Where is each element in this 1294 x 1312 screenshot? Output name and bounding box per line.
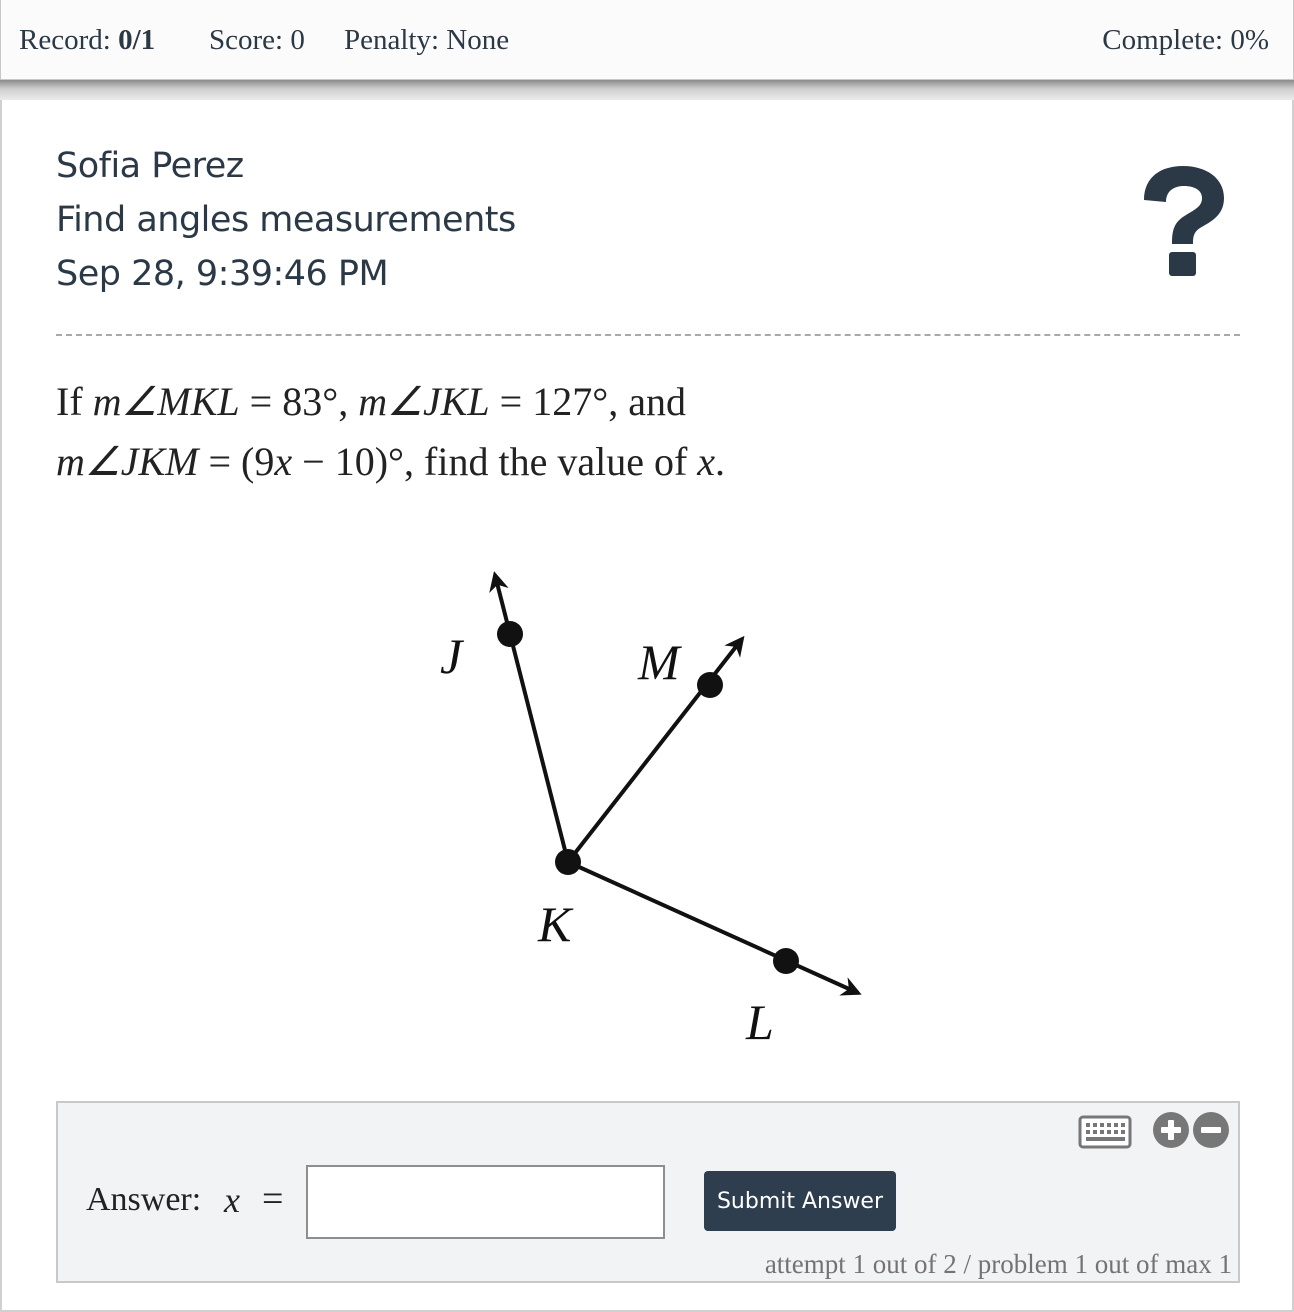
label-j: J: [440, 628, 463, 684]
penalty-status: Penalty: None: [344, 24, 510, 56]
complete-status: Complete: 0%: [1102, 24, 1269, 56]
label-l: L: [746, 994, 774, 1050]
problem-text: − 10)°, find the value of: [292, 439, 698, 484]
math-expression: x: [697, 439, 716, 484]
assignment-title: Find angles measurements: [56, 200, 516, 240]
angle-diagram: [400, 545, 920, 1065]
header-divider: [56, 334, 1240, 336]
problem-text: = (9: [198, 439, 275, 484]
label-m: M: [638, 634, 680, 690]
label-k: K: [538, 896, 572, 952]
answer-label: Answer:: [86, 1181, 202, 1218]
timestamp: Sep 28, 9:39:46 PM: [56, 254, 389, 294]
ray-kj: [495, 575, 568, 862]
score-status: Score: 0: [209, 24, 305, 56]
point-m: [697, 672, 723, 698]
math-expression: m∠JKL: [358, 379, 490, 424]
record-value: 0/1: [118, 24, 156, 56]
submit-answer-button[interactable]: Submit Answer: [704, 1171, 896, 1231]
problem-text: = 127°, and: [489, 379, 686, 424]
minus-circle-icon[interactable]: [1192, 1111, 1230, 1149]
problem-text: .: [715, 439, 726, 484]
status-bar-shadow: [0, 80, 1294, 100]
attempt-info: attempt 1 out of 2 / problem 1 out of max 1: [764, 1249, 1232, 1279]
answer-equals: =: [262, 1178, 284, 1220]
problem-line-1: [56, 378, 686, 425]
answer-variable: x: [224, 1180, 240, 1220]
math-expression: x: [274, 439, 293, 484]
point-j: [497, 621, 523, 647]
record-status: [19, 24, 155, 57]
problem-text: = 83°,: [239, 379, 359, 424]
point-l: [773, 948, 799, 974]
status-bar: [0, 0, 1294, 80]
ray-kl: [568, 862, 858, 993]
math-expression: m∠MKL: [92, 379, 240, 424]
answer-panel: [56, 1101, 1240, 1283]
math-expression: m∠JKM: [56, 439, 199, 484]
problem-text: If: [56, 379, 93, 424]
problem-line-2: [56, 438, 725, 485]
record-label: Record:: [19, 24, 111, 56]
student-name: Sofia Perez: [56, 146, 244, 186]
answer-input[interactable]: [306, 1165, 665, 1239]
keyboard-icon[interactable]: [1078, 1115, 1132, 1149]
point-k: [555, 849, 581, 875]
plus-circle-icon[interactable]: [1152, 1111, 1190, 1149]
question-mark-icon[interactable]: [1136, 160, 1230, 278]
